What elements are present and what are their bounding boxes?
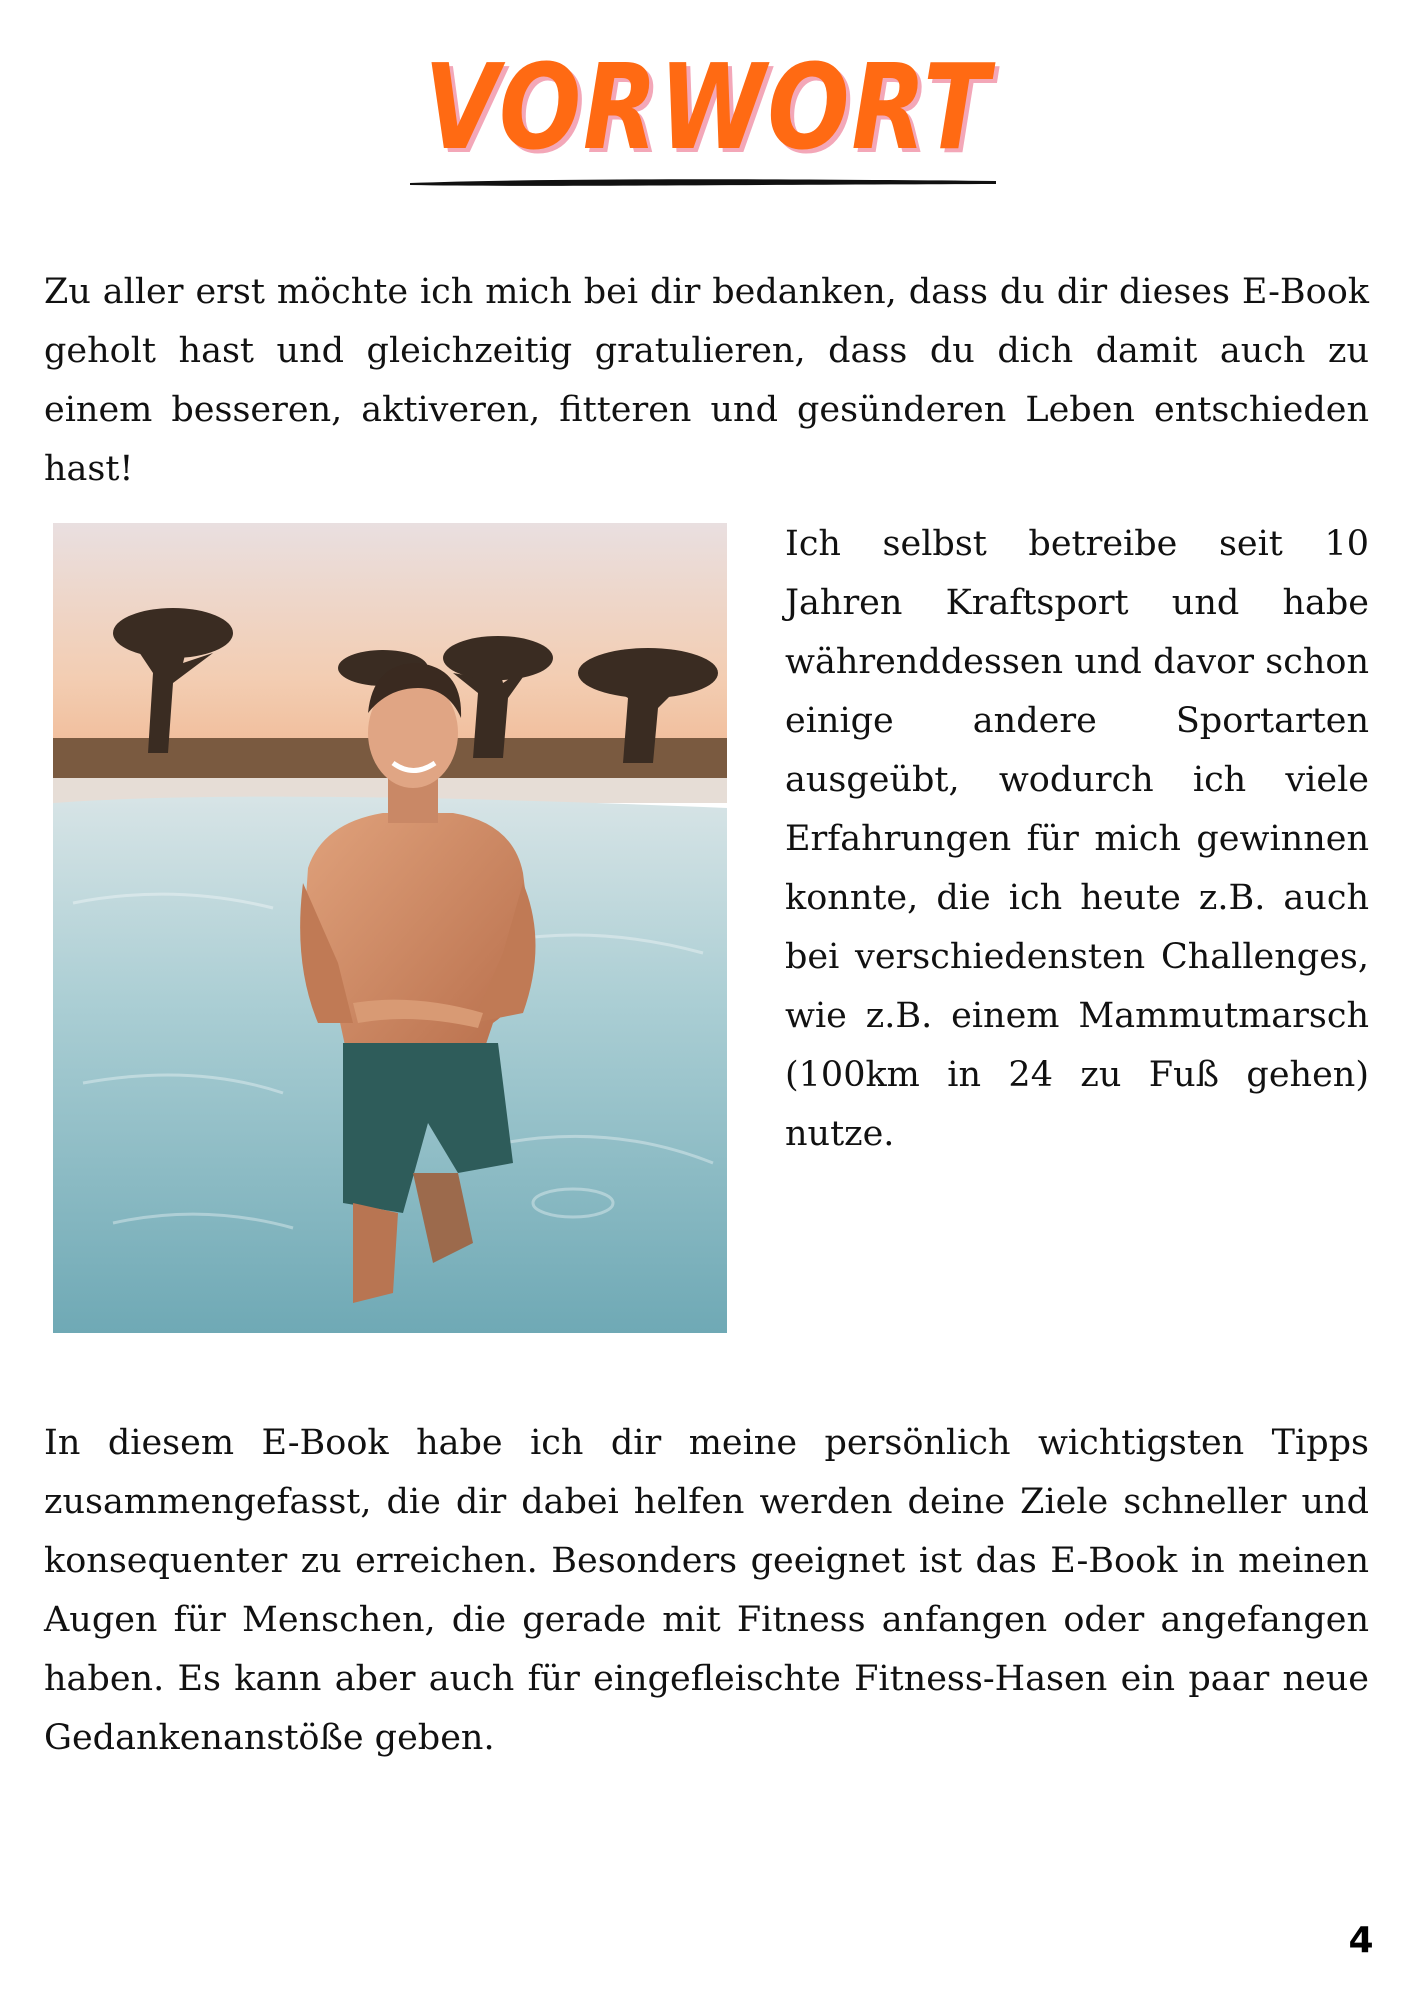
page-title: VORWORT	[423, 38, 991, 176]
purpose-paragraph: In diesem E-Book habe ich dir meine persönlich wichtigsten Tipps zusammengefasst, die dir dabei helfen werden deine Ziele schneller und konsequenter zu erreichen. Besonders geeignet ist das E-Book in meinen Augen für Menschen, die gerade mit Fitness anfangen oder angefangen haben. Es kann aber auch für eingefleischte Fitness-Hasen ein paar neue Gedankenanstöße geben.	[44, 1423, 1369, 1758]
author-photo	[53, 523, 727, 1333]
title-underline	[408, 176, 998, 188]
title-container	[0, 38, 1414, 176]
intro-paragraph: Zu aller erst möchte ich mich bei dir bedanken, dass du dir dieses E-Book geholt hast und gleichzeitig gratulieren, dass du dich damit auch zu einem besseren, aktiveren, fitteren und gesünderen Leben entschieden hast!	[44, 272, 1369, 489]
about-paragraph: Ich selbst betreibe seit 10 Jahren Kraftsport und habe währenddessen und davor schon einige andere Sportarten ausgeübt, wodurch ich viele Erfahrungen für mich gewinnen konnte, die ich heute z.B. auch bei verschiedensten Challenges, wie z.B. einem Mammutmarsch (100km in 24 zu Fuß gehen) nutze.	[785, 524, 1369, 1154]
page-number: 4	[1348, 1920, 1374, 1961]
